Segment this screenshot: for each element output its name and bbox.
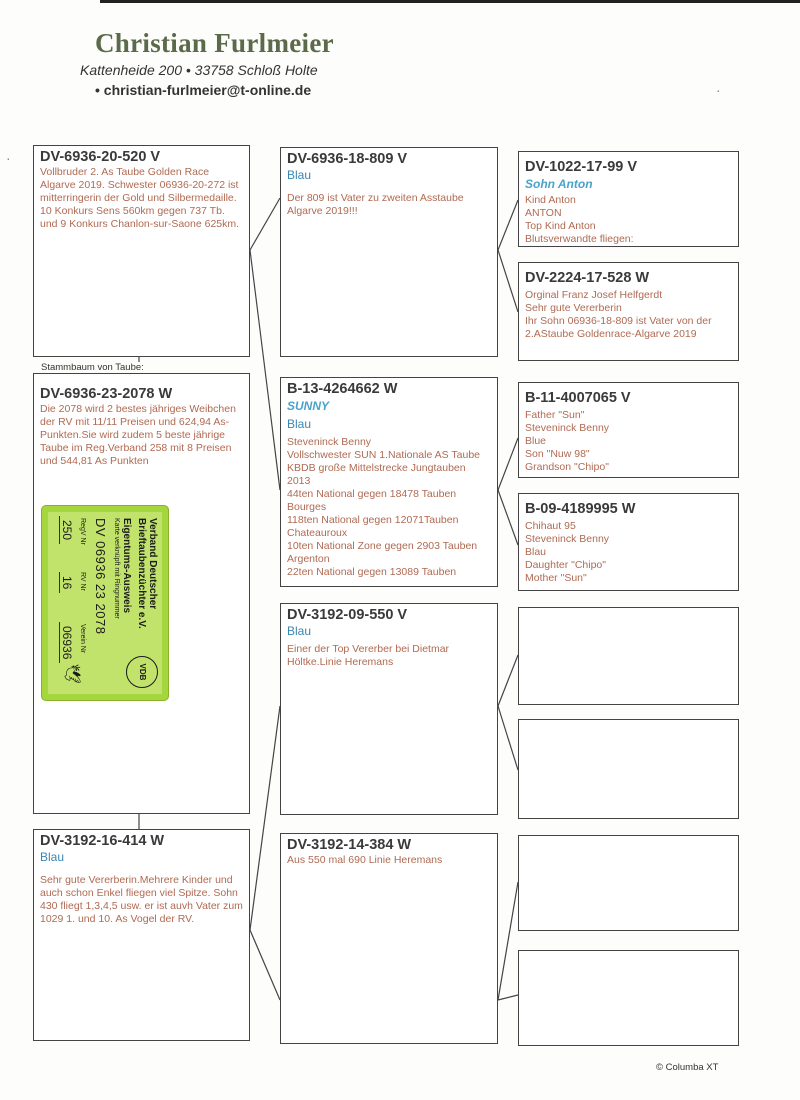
ring-number: DV-3192-14-384 W [287,837,412,853]
ring-number: DV-1022-17-99 V [525,159,638,175]
feather-color: Blau [287,624,312,638]
feather-color: Blau [40,850,65,864]
description-line: Steveninck Benny [525,533,610,545]
breeder-name: Christian Furlmeier [95,28,334,58]
description-line: Steveninck Benny [525,422,610,434]
description-line: Father "Sun" [525,409,585,421]
ring-number: DV-3192-09-550 V [287,607,408,623]
description-line: Orginal Franz Josef Helfgerdt [525,289,663,301]
description-line: Blue [525,435,547,447]
ownership-card [42,506,168,700]
ring-number: DV-2224-17-528 W [525,270,650,286]
description-line: 22ten National gegen 13089 Tauben [287,566,457,578]
description-line: Grandson "Chipo" [525,461,609,473]
card-ring-number: DV 06936 23 2078 [93,518,108,635]
description-line: Kind Anton [525,194,576,206]
description: Sehr gute Vererberin.Mehrere Kinder und auch schon Enkel fliegen viel Spitze. Sohn 430 fliegt 1,3,4,5 usw. er ist auvh Vater zum 1029 1. und 10. As Vogel der RV. [40,874,243,925]
description-line: Daughter "Chipo" [525,559,607,571]
pigeon-icon: 🕊 [63,663,80,684]
description-line: ANTON [525,207,562,219]
rv-label: RV Nr [79,572,86,591]
ring-number: DV-6936-18-809 V [287,151,408,167]
description: Einer der Top Vererber bei Dietmar Höltke.Linie Heremans [287,643,450,668]
pedigree-card-fff [518,151,739,247]
pedigree-card-mm [280,833,498,1044]
ring-number: B-13-4264662 W [287,381,398,397]
description [287,436,491,579]
pedigree-card-fm [280,377,498,587]
verein-value: 06936 [59,622,74,663]
pedigree-card-empty [518,950,739,1046]
ring-number: DV-6936-23-2078 W [40,386,173,402]
pedigree-card-empty [518,719,739,819]
description [525,194,732,246]
description [525,289,732,341]
verein-label: Verein Nr [79,624,86,654]
software-credit: © Columba XT [656,1062,719,1073]
description-line: 10ten National Zone gegen 2903 Tauben Argenton [287,540,478,565]
description-line: Blutsverwandte fliegen: [525,233,634,245]
pedigree-card-empty [518,607,739,705]
pedigree-card-empty [518,835,739,931]
rv-value: 16 [59,572,74,593]
ring-number: DV-6936-20-520 V [40,149,161,165]
ring-number: B-11-4007065 V [525,390,631,406]
regv-value: 250 [59,516,74,544]
pedigree-subject-label: Stammbaum von Taube: [38,362,147,373]
description-line: Top Kind Anton [525,220,596,232]
breeder-email: • christian-furlmeier@t-online.de [95,82,312,98]
association-logo-icon: VDB [126,656,158,688]
description-line: 44ten National gegen 18478 Tauben Bourges [287,488,457,513]
description-line: Vollschwester SUN 1.Nationale AS Taube KBDB große Mittelstrecke Jungtauben 2013 [287,449,480,487]
pigeon-name: SUNNY [287,399,330,413]
description-line: Mother "Sun" [525,572,587,584]
breeder-address: Kattenheide 200 • 33758 Schloß Holte [80,62,318,78]
description [525,409,732,474]
pedigree-card-fmf [518,382,739,478]
ring-number: DV-3192-16-414 W [40,833,165,849]
scan-speck: · [716,82,721,98]
pedigree-card-mf [280,603,498,815]
description-line: Ihr Sohn 06936-18-809 ist Vater von der 2.AStaube Goldenrace-Algarve 2019 [525,315,712,340]
regv-label: RegV Nr [79,518,86,545]
pedigree-card-father [33,145,250,357]
pedigree-card-mother [33,829,250,1041]
description-line: Chihaut 95 [525,520,576,532]
description: Vollbruder 2. As Taube Golden Race Algarve 2019. Schwester 06936-20-272 ist mitterringerin der Gold und Silbermedaille. 10 Konkurs Sens 560km gegen 737 Tb. und 9 Konkurs Chanlon-sur-Saone 625km. [40,166,240,230]
ring-number: B-09-4189995 W [525,501,636,517]
card-note: Karte verknüpft mit Ringnummer [113,518,120,619]
description [525,520,732,585]
description-line: Steveninck Benny [287,436,372,448]
description-line: 118ten National gegen 12071Tauben Chateauroux [287,514,459,539]
description: Die 2078 wird 2 bestes jähriges Weibchen der RV mit 11/11 Preisen und 624,94 As-Punkten.Sie wird zudem 5 beste jährige Taube im Reg.Verband 258 mit 8 Preisen und 544,81 As Punkten [40,403,236,467]
scan-speck: · [6,150,11,166]
description: Der 809 ist Vater zu zweiten Asstaube Algarve 2019!!! [287,192,464,217]
pedigree-card-fmm [518,493,739,591]
pedigree-card-ffm [518,262,739,361]
feather-color: Blau [287,168,312,182]
description-line: Blau [525,546,547,558]
description: Aus 550 mal 690 Linie Heremans [287,854,443,866]
description-line: Sehr gute Vererberin [525,302,622,314]
card-subtitle: Eigentums-Ausweis [121,518,132,614]
pedigree-card-ff [280,147,498,357]
pigeon-name: Sohn Anton [525,177,593,191]
description-line: Son "Nuw 98" [525,448,590,460]
feather-color: Blau [287,417,312,431]
card-title: Verband Deutscher Brieftaubenzüchter e.V. [136,518,158,629]
